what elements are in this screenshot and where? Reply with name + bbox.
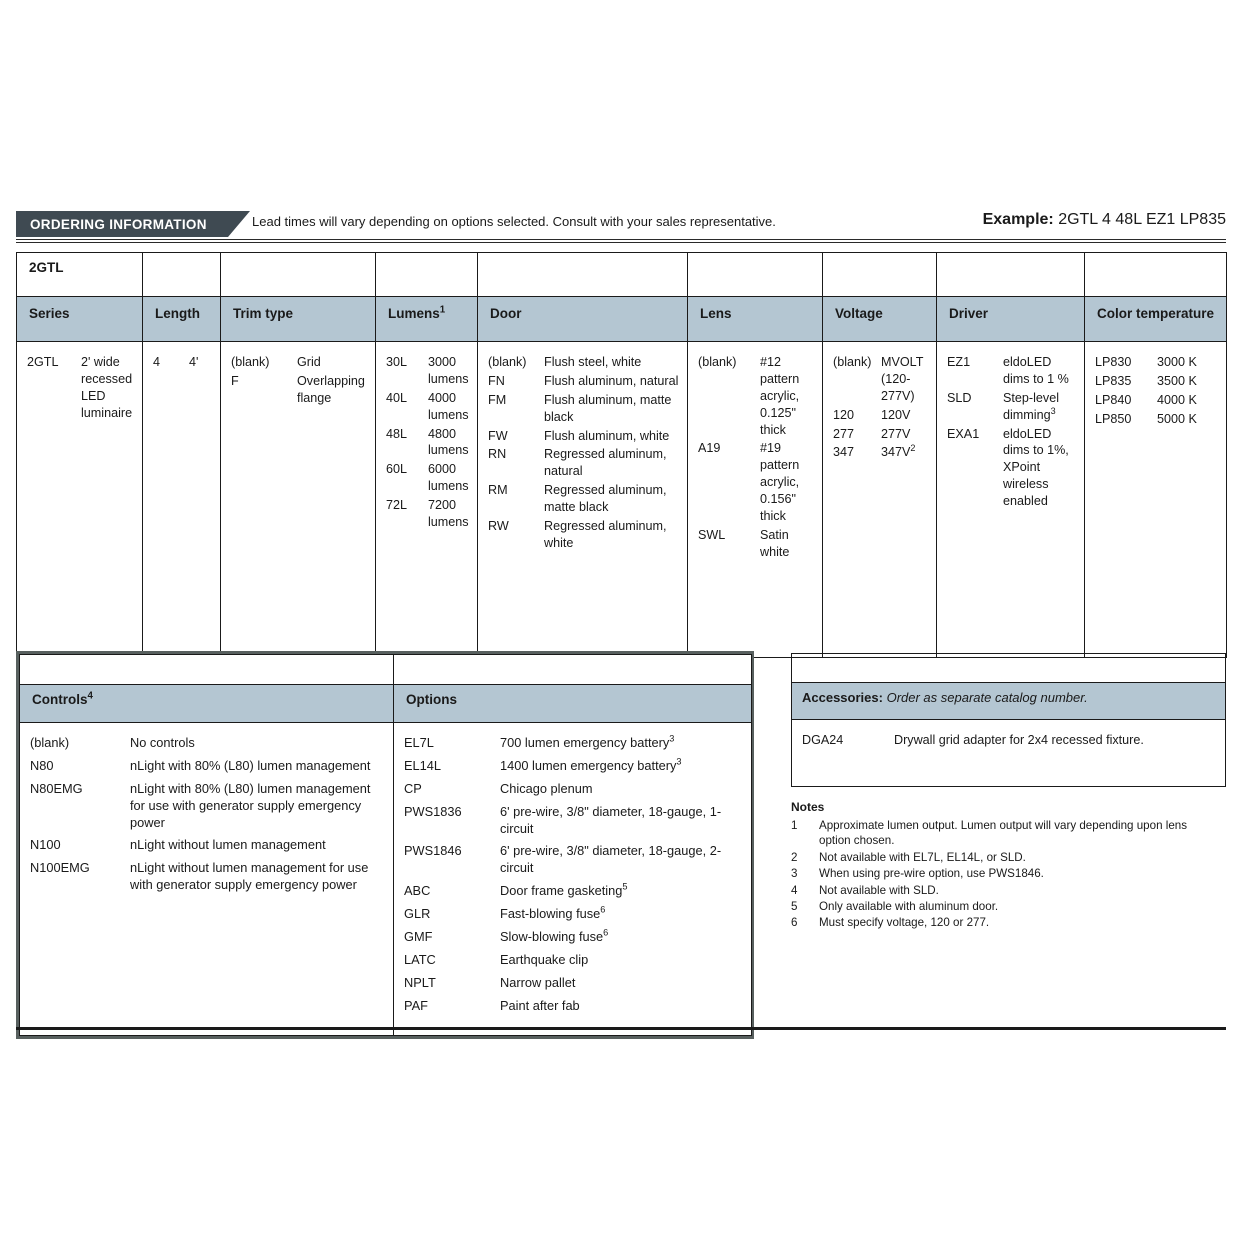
banner-wedge-shape (228, 211, 250, 237)
cell-voltage (823, 342, 937, 658)
option-description: Flush aluminum, natural (544, 373, 679, 388)
option-description: 4000 lumens (428, 390, 469, 422)
empty-cell (937, 253, 1085, 297)
option-row (404, 758, 743, 775)
option-code: N100 (30, 837, 61, 853)
option-code: GMF (404, 929, 433, 945)
option-description: 4800 lumens (428, 426, 469, 458)
option-description: Chicago plenum (500, 780, 593, 796)
option-row (153, 354, 216, 371)
empty-cell (394, 655, 752, 685)
option-row (386, 461, 473, 495)
option-description: No controls (130, 735, 195, 750)
accessories-header-row (792, 683, 1226, 720)
option-description: Grid (297, 355, 321, 369)
option-row (698, 527, 818, 561)
option-description: Slow-blowing fuse$^6$ (500, 927, 609, 945)
option-footnote: 5 (622, 881, 628, 892)
option-description: nLight without lumen management (130, 837, 326, 853)
note-item (791, 866, 1221, 881)
header-series: Series (17, 297, 143, 342)
option-description: 700 lumen emergency battery$^3$ (500, 733, 675, 750)
controls-options-body-row (20, 723, 752, 1036)
option-code: PAF (404, 997, 428, 1013)
option-row (404, 975, 743, 992)
empty-cell (376, 253, 478, 297)
option-description: 6' pre-wire, 3/8" diameter, 18-gauge, 1-circuit (500, 803, 722, 836)
banner (16, 211, 1226, 237)
note-item (791, 915, 1221, 930)
cell-driver (937, 342, 1085, 658)
option-code: DGA24 (802, 733, 844, 747)
option-footnote: 3 (1050, 405, 1056, 416)
header-lumens-footnote: 1 (439, 304, 446, 316)
trim-type-option-list (231, 354, 371, 407)
notes-title: Notes (791, 800, 825, 814)
option-row (404, 735, 743, 752)
option-code: 347 (833, 445, 855, 460)
option-row (1095, 373, 1222, 390)
example-value: 2GTL 4 48L EZ1 LP835 (1058, 211, 1226, 228)
empty-cell (478, 253, 688, 297)
empty-cell (792, 654, 1226, 683)
series-code-row (17, 253, 1227, 297)
empty-cell (823, 253, 937, 297)
option-row (231, 354, 371, 371)
option-row (386, 426, 473, 460)
note-item (791, 818, 1221, 849)
option-code: FW (488, 428, 508, 443)
option-description: Narrow pallet (500, 974, 576, 990)
empty-cell (143, 253, 221, 297)
header-door: Door (478, 297, 688, 342)
option-row (404, 998, 743, 1015)
accessories-table (791, 653, 1226, 787)
door-option-list (488, 354, 683, 552)
accessories-body-row (792, 720, 1226, 787)
cell-door (478, 342, 688, 658)
cell-options (394, 723, 752, 1036)
notes-list (791, 818, 1221, 931)
voltage-option-list (833, 354, 932, 461)
option-row (404, 883, 743, 900)
empty-cell (1085, 253, 1227, 297)
notes-section (791, 800, 1221, 932)
option-code: 40L (386, 390, 408, 405)
cell-length (143, 342, 221, 658)
option-code: (blank) (488, 355, 527, 369)
note-text: Not available with EL7L, EL14L, or SLD. (819, 850, 1026, 864)
option-row (404, 843, 743, 877)
option-row (1095, 354, 1222, 371)
option-row (488, 446, 683, 480)
page-bottom-rule (16, 1027, 1226, 1030)
option-code: EL7L (404, 735, 434, 750)
option-code: PWS1836 (404, 803, 462, 819)
header-lens: Lens (688, 297, 823, 342)
header-controls-label: Controls (32, 692, 88, 707)
option-code: 2GTL (27, 355, 59, 369)
header-trim-type: Trim type (221, 297, 376, 342)
option-code: LP850 (1095, 411, 1132, 426)
option-row (833, 354, 932, 405)
option-description: #19 pattern acrylic, 0.156" thick (760, 441, 800, 523)
note-text: Approximate lumen output. Lumen output will vary depending upon lens option chosen. (819, 818, 1188, 848)
option-row (698, 440, 818, 524)
option-row (947, 354, 1080, 388)
note-text: When using pre-wire option, use PWS1846. (819, 867, 1044, 881)
header-length: Length (143, 297, 221, 342)
option-row (488, 392, 683, 426)
cell-lumens (376, 342, 478, 658)
option-description: 2' wide recessed LED luminaire (81, 355, 133, 420)
option-description: Flush steel, white (544, 355, 642, 369)
controls-options-panel (16, 651, 754, 1039)
lumens-option-list (386, 354, 473, 531)
length-option-list (153, 354, 216, 371)
header-accessories (792, 683, 1226, 720)
option-description: MVOLT (120-277V) (881, 355, 924, 403)
note-text: Only available with aluminum door. (819, 899, 999, 913)
header-voltage: Voltage (823, 297, 937, 342)
option-code: LP835 (1095, 373, 1132, 388)
option-row (698, 354, 818, 438)
option-description: Satin white (760, 527, 790, 559)
option-description: 277V (881, 426, 911, 441)
option-code: (blank) (231, 355, 270, 369)
option-row (386, 497, 473, 531)
cell-trim-type (221, 342, 376, 658)
option-description: $347V^2$ (881, 443, 916, 460)
option-code: (blank) (30, 735, 70, 750)
option-description: Fast-blowing fuse$^6$ (500, 904, 606, 922)
option-description: Regressed aluminum, matte black (544, 483, 667, 514)
note-number: 4 (791, 883, 798, 897)
option-code: PWS1846 (404, 843, 462, 859)
cell-lens (688, 342, 823, 658)
option-row (833, 407, 932, 424)
accessories-label: Accessories: (802, 690, 883, 705)
note-number: 6 (791, 916, 798, 930)
color-temperature-option-list (1095, 354, 1222, 428)
option-code: SLD (947, 390, 972, 405)
option-code: GLR (404, 906, 431, 922)
controls-options-header-row (20, 685, 752, 723)
option-code: LATC (404, 951, 436, 967)
option-description: Regressed aluminum, white (544, 518, 667, 550)
controls-options-spacer-row (20, 655, 752, 685)
accessories-spacer-row (792, 654, 1226, 683)
option-row (404, 781, 743, 798)
note-item (791, 899, 1221, 914)
option-description: 120V (881, 407, 911, 422)
example-label: Example: (982, 211, 1054, 228)
option-code: N80EMG (30, 780, 83, 796)
option-description: 4000 K (1157, 392, 1197, 407)
cell-controls (20, 723, 394, 1036)
options-body-row (17, 342, 1227, 658)
option-description: Earthquake clip (500, 951, 589, 967)
option-description: Paint after fab (500, 997, 580, 1013)
option-code: (blank) (698, 355, 737, 369)
note-text: Must specify voltage, 120 or 277. (819, 916, 990, 930)
option-row (833, 444, 932, 461)
option-code: EXA1 (947, 426, 980, 441)
option-code: F (231, 373, 239, 388)
option-description: Flush aluminum, matte black (544, 392, 672, 424)
option-description: Flush aluminum, white (544, 428, 670, 443)
accessories-item-list (802, 732, 1225, 749)
option-description: 3000 K (1157, 355, 1197, 369)
option-row (404, 804, 743, 838)
ordering-information-banner-title: ORDERING INFORMATION (16, 211, 228, 237)
option-footnote: 3 (676, 756, 682, 767)
option-code: RN (488, 447, 507, 462)
option-row (488, 518, 683, 552)
option-row (404, 929, 743, 946)
note-number: 5 (791, 899, 798, 913)
option-description: 3500 K (1157, 373, 1197, 388)
option-code: CP (404, 780, 422, 796)
option-code: 30L (386, 355, 408, 369)
option-description: #12 pattern acrylic, 0.125" thick (760, 355, 800, 437)
option-code: EL14L (404, 757, 442, 773)
option-description: Door frame gasketing$^5$ (500, 881, 628, 899)
option-description: nLight with 80% (L80) lumen management (130, 757, 371, 773)
lens-option-list (698, 354, 818, 561)
header-lumens-label: Lumens (388, 306, 440, 321)
empty-cell (20, 655, 394, 685)
option-code: LP840 (1095, 392, 1132, 407)
header-controls-footnote: 4 (87, 690, 93, 702)
empty-cell (221, 253, 376, 297)
header-lumens (376, 297, 478, 342)
option-description: 4' (189, 355, 199, 369)
header-controls (20, 685, 394, 723)
option-code: LP830 (1095, 355, 1132, 369)
option-code: (blank) (833, 355, 872, 369)
option-description: 6000 lumens (428, 462, 469, 494)
option-description: 7200 lumens (428, 498, 469, 529)
option-row (833, 426, 932, 443)
option-description: Overlapping flange (297, 373, 365, 405)
cell-color-temperature (1085, 342, 1227, 658)
option-footnote: 6 (600, 904, 606, 915)
options-option-list (404, 735, 743, 1015)
option-code: RM (488, 483, 508, 498)
note-item (791, 850, 1221, 865)
option-row (404, 952, 743, 969)
option-footnote: 2 (910, 443, 916, 454)
note-text: Not available with SLD. (819, 883, 939, 897)
lead-time-note: Lead times will vary depending on options selected. Consult with your sales representative. (252, 214, 776, 229)
option-code: 4 (153, 355, 161, 369)
option-description: eldoLED dims to 1%, XPoint wireless enabled (1003, 426, 1069, 508)
ordering-matrix-table (16, 252, 1227, 658)
option-description: Step-level dimming$^3$ (1003, 390, 1060, 422)
option-row (802, 732, 1225, 749)
option-description: Regressed aluminum, natural (544, 447, 667, 479)
option-row (947, 426, 1080, 510)
example-catalog-number (983, 211, 1226, 229)
option-code: N100EMG (30, 860, 90, 876)
header-double-rule (16, 239, 1226, 243)
driver-option-list (947, 354, 1080, 510)
option-code: A19 (698, 441, 721, 456)
option-row (488, 482, 683, 516)
option-description: 3000 lumens (428, 355, 469, 386)
option-code: 120 (833, 407, 855, 422)
note-number: 3 (791, 867, 798, 881)
empty-cell (688, 253, 823, 297)
option-code: RW (488, 518, 509, 533)
option-code: SWL (698, 527, 726, 542)
option-code: 72L (386, 498, 408, 512)
accessories-note: Order as separate catalog number. (886, 690, 1088, 705)
option-row (947, 390, 1080, 424)
option-description: 5000 K (1157, 411, 1197, 426)
option-row (30, 735, 385, 752)
column-header-row (17, 297, 1227, 342)
option-description: eldoLED dims to 1 % (1003, 355, 1069, 386)
option-description: 6' pre-wire, 3/8" diameter, 18-gauge, 2-circuit (500, 843, 722, 876)
header-options: Options (394, 685, 752, 723)
option-row (30, 837, 385, 854)
option-code: 60L (386, 462, 408, 477)
note-number: 1 (791, 818, 798, 832)
header-color-temperature: Color temperature (1085, 297, 1227, 342)
note-number: 2 (791, 850, 798, 864)
option-code: 48L (386, 426, 408, 441)
option-row (30, 781, 385, 832)
header-driver: Driver (937, 297, 1085, 342)
option-row (1095, 392, 1222, 409)
controls-option-list (30, 735, 385, 894)
note-item (791, 883, 1221, 898)
option-code: NPLT (404, 974, 436, 990)
option-code: FN (488, 373, 505, 388)
option-row (386, 390, 473, 424)
option-code: FM (488, 392, 507, 407)
option-row (386, 354, 473, 388)
option-row (30, 758, 385, 775)
controls-options-table (19, 654, 752, 1036)
option-row (231, 373, 371, 407)
option-description: 1400 lumen emergency battery$^3$ (500, 756, 682, 773)
option-row (488, 354, 683, 371)
series-option-list (27, 354, 138, 422)
cell-accessories (792, 720, 1226, 787)
option-row (27, 354, 138, 422)
option-row (404, 906, 743, 923)
option-footnote: 3 (669, 733, 675, 744)
option-row (488, 428, 683, 445)
option-description: nLight with 80% (L80) lumen management for use with generator supply emergency power (130, 780, 371, 830)
option-code: 277 (833, 426, 855, 441)
cell-series (17, 342, 143, 658)
option-code: EZ1 (947, 355, 971, 369)
option-footnote: 6 (603, 927, 609, 938)
option-description: nLight without lumen management for use with generator supply emergency power (130, 860, 369, 893)
option-code: N80 (30, 757, 54, 773)
option-row (30, 860, 385, 894)
option-description: Drywall grid adapter for 2x4 recessed fixture. (894, 733, 1144, 747)
option-row (1095, 411, 1222, 428)
option-row (488, 373, 683, 390)
series-code-cell: 2GTL (17, 253, 143, 297)
option-code: ABC (404, 883, 431, 899)
